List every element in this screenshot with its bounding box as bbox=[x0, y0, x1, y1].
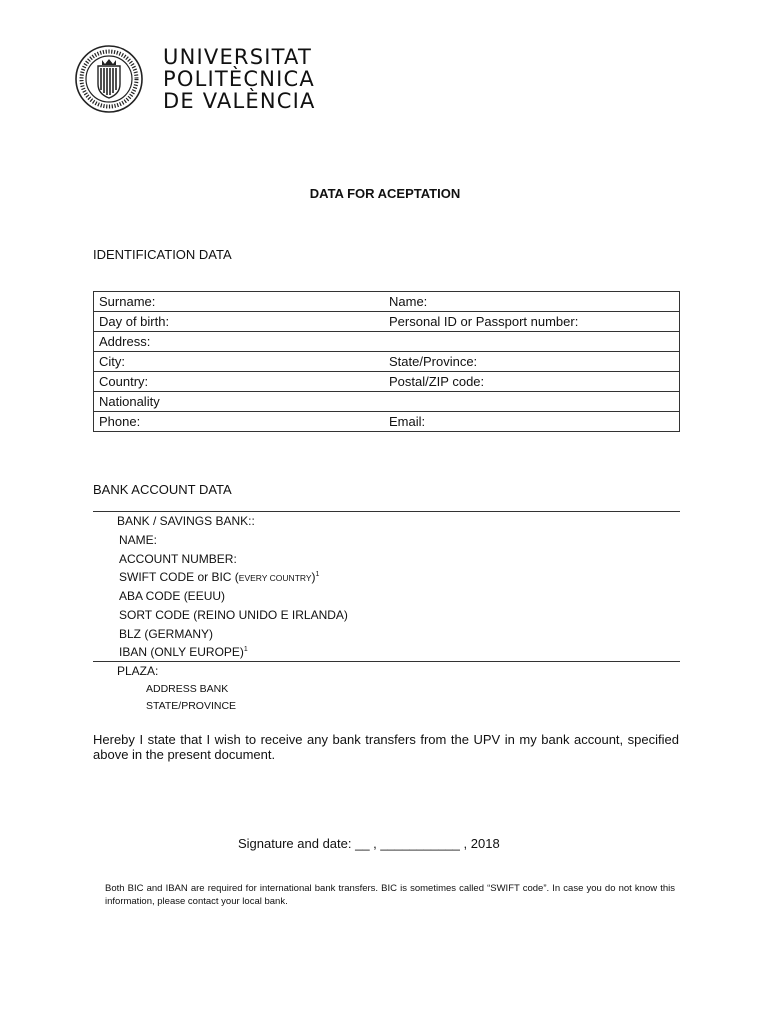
swift-code-field[interactable] bbox=[119, 570, 319, 584]
email-field[interactable]: Email: bbox=[384, 412, 680, 432]
nationality-field-cont[interactable] bbox=[384, 392, 680, 412]
university-name-line2: POLITÈCNICA bbox=[163, 67, 315, 91]
divider bbox=[93, 511, 680, 512]
name-field[interactable]: Name: bbox=[384, 292, 680, 312]
phone-field[interactable]: Phone: bbox=[94, 412, 385, 432]
nationality-field[interactable]: Nationality bbox=[94, 392, 385, 412]
bank-account-heading: BANK ACCOUNT DATA bbox=[93, 482, 232, 497]
document-title: DATA FOR ACEPTATION bbox=[309, 186, 461, 201]
university-name-line3: DE VALÈNCIA bbox=[163, 89, 316, 113]
sort-code-field[interactable]: SORT CODE (REINO UNIDO E IRLANDA) bbox=[119, 608, 348, 622]
table-row bbox=[94, 412, 680, 432]
table-row bbox=[94, 392, 680, 412]
university-seal-logo bbox=[74, 44, 144, 114]
postal-code-field[interactable]: Postal/ZIP code: bbox=[384, 372, 680, 392]
iban-field[interactable] bbox=[119, 645, 248, 659]
state-province-field[interactable]: State/Province: bbox=[384, 352, 680, 372]
table-row bbox=[94, 312, 680, 332]
address-field-cont[interactable] bbox=[384, 332, 680, 352]
personal-id-field[interactable]: Personal ID or Passport number: bbox=[384, 312, 680, 332]
city-field[interactable]: City: bbox=[94, 352, 385, 372]
account-number-field[interactable]: ACCOUNT NUMBER: bbox=[119, 552, 237, 566]
divider bbox=[93, 661, 680, 662]
address-bank-field[interactable]: ADDRESS BANK bbox=[146, 683, 229, 695]
university-name bbox=[163, 46, 316, 112]
swift-label: SWIFT CODE or BIC ( bbox=[119, 570, 239, 584]
blz-field[interactable]: BLZ (GERMANY) bbox=[119, 627, 214, 641]
identification-heading: IDENTIFICATION DATA bbox=[93, 247, 232, 262]
university-header bbox=[74, 44, 334, 116]
identification-table bbox=[93, 291, 680, 432]
bank-state-province-field[interactable]: STATE/PROVINCE bbox=[146, 700, 237, 712]
table-row bbox=[94, 372, 680, 392]
surname-field[interactable]: Surname: bbox=[94, 292, 385, 312]
footnote: Both BIC and IBAN are required for international bank transfers. BIC is sometimes called “SWIFT code”. In case you do not know this information, please contact your local bank. bbox=[105, 883, 675, 907]
university-name-line1: UNIVERSITAT bbox=[163, 45, 312, 69]
account-holder-name-field[interactable]: NAME: bbox=[119, 533, 158, 547]
declaration-statement: Hereby I state that I wish to receive any bank transfers from the UPV in my bank account, specified above in the present document. bbox=[93, 732, 679, 762]
table-row bbox=[94, 292, 680, 312]
plaza-field[interactable]: PLAZA: bbox=[117, 664, 159, 678]
footnote-marker: 1 bbox=[315, 571, 320, 578]
table-row bbox=[94, 332, 680, 352]
country-field[interactable]: Country: bbox=[94, 372, 385, 392]
birth-date-field[interactable]: Day of birth: bbox=[94, 312, 385, 332]
footnote-marker: 1 bbox=[243, 646, 248, 653]
signature-and-date[interactable]: Signature and date: __ , ___________ , 2018 bbox=[238, 836, 500, 851]
iban-label: IBAN (ONLY EUROPE) bbox=[119, 645, 244, 659]
swift-label-end: ) bbox=[311, 570, 316, 584]
aba-code-field[interactable]: ABA CODE (EEUU) bbox=[119, 589, 226, 603]
bank-name-field[interactable]: BANK / SAVINGS BANK:: bbox=[117, 514, 255, 528]
address-field[interactable]: Address: bbox=[94, 332, 385, 352]
swift-label-small: EVERY COUNTRY bbox=[238, 573, 312, 583]
table-row bbox=[94, 352, 680, 372]
